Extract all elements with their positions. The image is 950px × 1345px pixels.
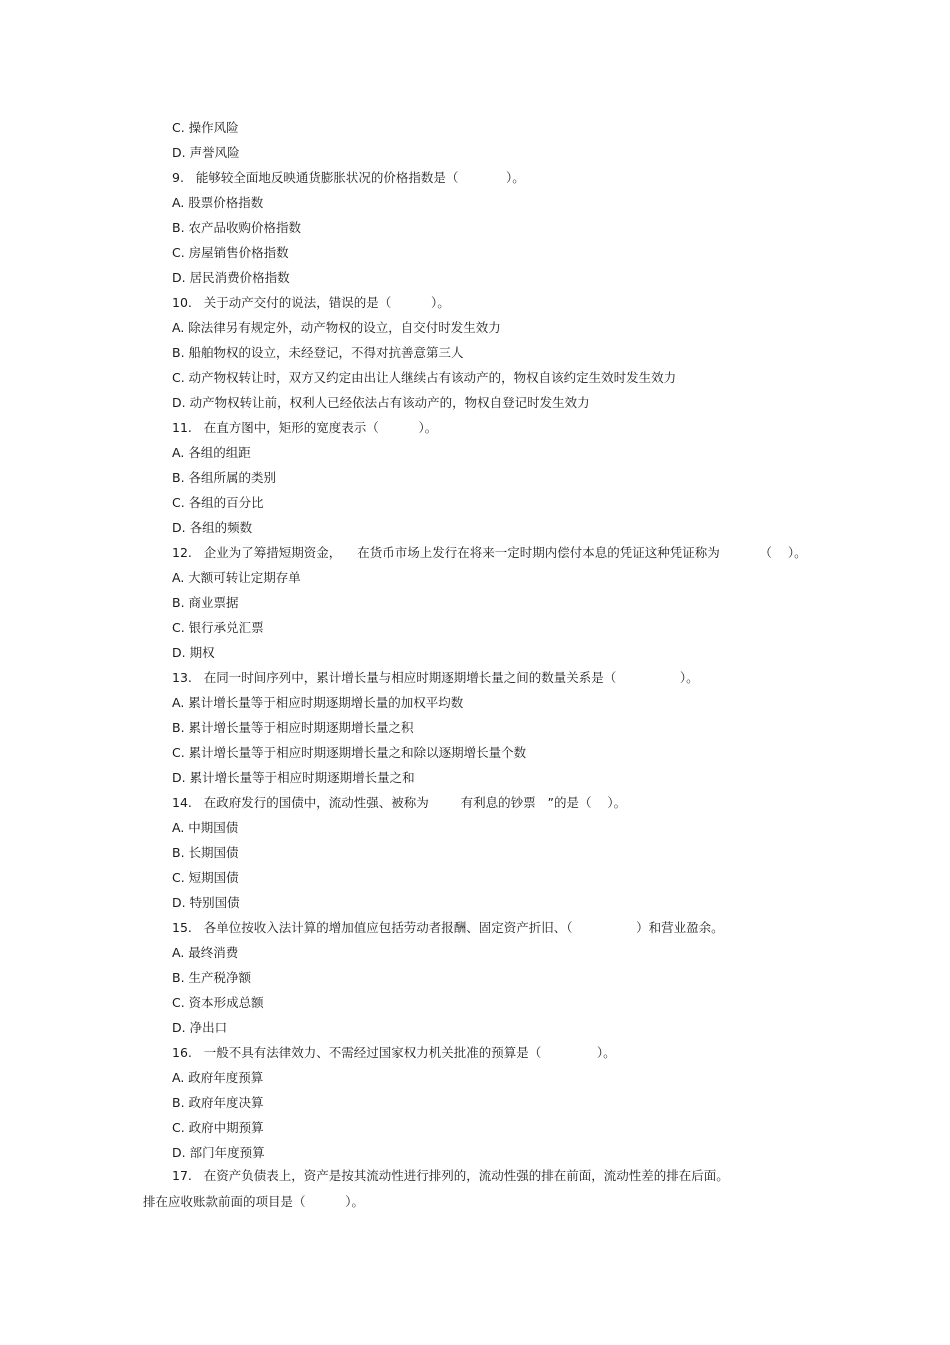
option-c-q16: C. 政府中期预算: [172, 1120, 264, 1135]
option-d-q12: D. 期权: [172, 645, 215, 660]
option-a-q10: A. 除法律另有规定外，动产物权的设立，自交付时发生效力: [172, 320, 501, 335]
option-a-q12: A. 大额可转让定期存单: [172, 570, 301, 585]
option-b-q15: B. 生产税净额: [172, 970, 252, 985]
question-17-continued: 排在应收账款前面的项目是（ ）。: [143, 1194, 364, 1209]
question-9: 9. 能够较全面地反映通货膨胀状况的价格指数是（ ）。: [172, 170, 525, 185]
option-b-q14: B. 长期国债: [172, 845, 239, 860]
option-c-q9: C. 房屋销售价格指数: [172, 245, 289, 260]
option-b-q13: B. 累计增长量等于相应时期逐期增长量之积: [172, 720, 414, 735]
option-d-q16: D. 部门年度预算: [172, 1145, 265, 1160]
question-16: 16. 一般不具有法律效力、不需经过国家权力机关批准的预算是（ ）。: [172, 1045, 616, 1060]
question-11: 11. 在直方图中，矩形的宽度表示（ ）。: [172, 420, 438, 435]
option-a-q14: A. 中期国债: [172, 820, 239, 835]
option-c-q11: C. 各组的百分比: [172, 495, 264, 510]
option-b-q16: B. 政府年度决算: [172, 1095, 264, 1110]
option-a-q11: A. 各组的组距: [172, 445, 251, 460]
option-c-q14: C. 短期国债: [172, 870, 239, 885]
option-a-q15: A. 最终消费: [172, 945, 239, 960]
option-d-q13: D. 累计增长量等于相应时期逐期增长量之和: [172, 770, 415, 785]
option-c-q12: C. 银行承兑汇票: [172, 620, 264, 635]
option-a-q9: A. 股票价格指数: [172, 195, 264, 210]
question-13: 13. 在同一时间序列中，累计增长量与相应时期逐期增长量之间的数量关系是（ ）。: [172, 670, 699, 685]
option-d-q15: D. 净出口: [172, 1020, 228, 1035]
option-c-q15: C. 资本形成总额: [172, 995, 264, 1010]
option-a-q16: A. 政府年度预算: [172, 1070, 264, 1085]
option-d-q14: D. 特别国债: [172, 895, 240, 910]
option-b-q9: B. 农产品收购价格指数: [172, 220, 302, 235]
option-b-q11: B. 各组所属的类别: [172, 470, 277, 485]
option-b-q12: B. 商业票据: [172, 595, 239, 610]
question-10: 10. 关于动产交付的说法，错误的是（ ）。: [172, 295, 450, 310]
option-c-q13: C. 累计增长量等于相应时期逐期增长量之和除以逐期增长量个数: [172, 745, 527, 760]
question-14: 14. 在政府发行的国债中，流动性强、被称为 有利息的钞票 ”的是（ ）。: [172, 795, 627, 810]
option-d-q11: D. 各组的频数: [172, 520, 253, 535]
option-d-q8: D. 声誉风险: [172, 145, 240, 160]
option-d-q10: D. 动产物权转让前，权利人已经依法占有该动产的，物权自登记时发生效力: [172, 395, 590, 410]
option-b-q10: B. 船舶物权的设立，未经登记，不得对抗善意第三人: [172, 345, 464, 360]
question-17: 17. 在资产负债表上，资产是按其流动性进行排列的，流动性强的排在前面，流动性差的排在后面。: [172, 1168, 729, 1183]
option-c-q10: C. 动产物权转让时，双方又约定由出让人继续占有该动产的，物权自该约定生效时发生效力: [172, 370, 677, 385]
question-15: 15. 各单位按收入法计算的增加值应包括劳动者报酬、固定资产折旧、（ ）和营业盈余。: [172, 920, 724, 935]
option-c-q8: C. 操作风险: [172, 120, 239, 135]
option-d-q9: D. 居民消费价格指数: [172, 270, 290, 285]
question-12: 12. 企业为了筹措短期资金， 在货币市场上发行在将来一定时期内偿付本息的凭证这种凭证称为 （ ）。: [172, 545, 807, 560]
option-a-q13: A. 累计增长量等于相应时期逐期增长量的加权平均数: [172, 695, 464, 710]
